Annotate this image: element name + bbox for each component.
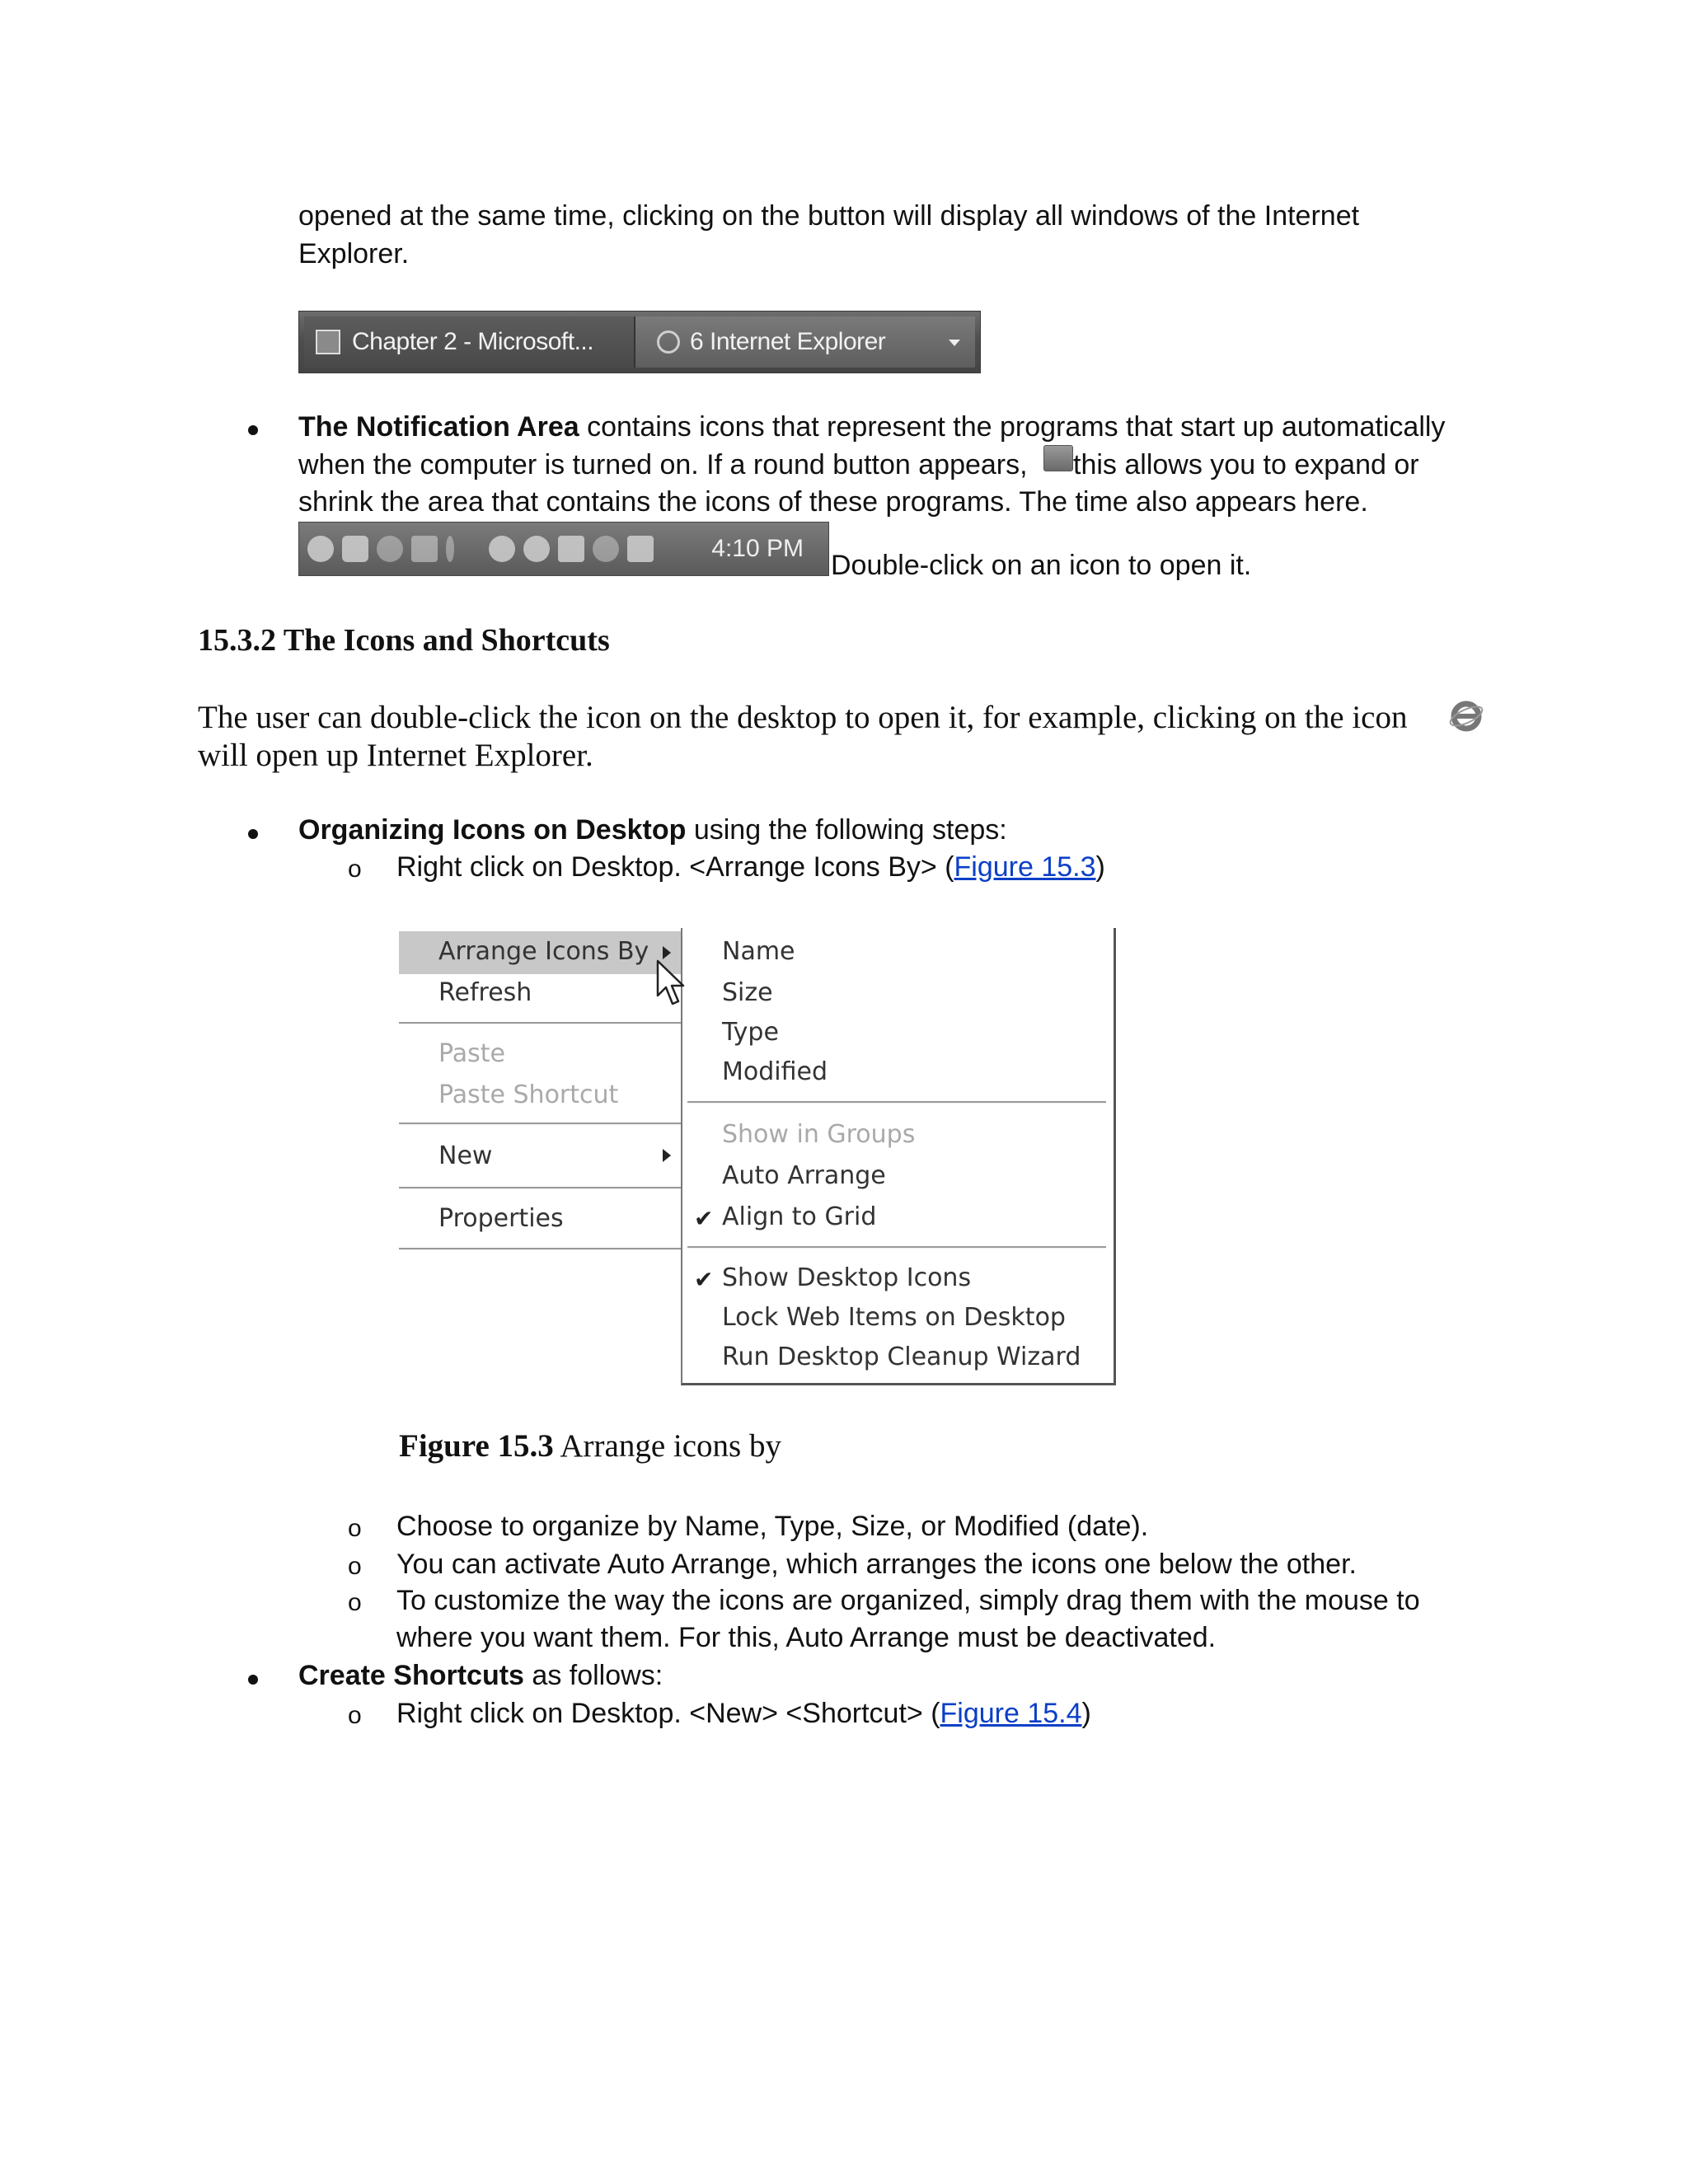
organizing-step1 bbox=[396, 849, 1105, 886]
figure-label: Figure 15.3 bbox=[399, 1428, 554, 1464]
internet-explorer-icon bbox=[1449, 699, 1484, 732]
notification-line1-rest: contains icons that represent the programs that start up automatically bbox=[579, 411, 1446, 443]
word-document-icon bbox=[316, 330, 340, 354]
menu-item-paste: Paste bbox=[438, 1039, 505, 1068]
tray-app-icon bbox=[558, 536, 584, 562]
sub-bullet-icon: o bbox=[348, 1515, 362, 1542]
mouse-pointer-icon bbox=[656, 959, 686, 1009]
shortcuts-line bbox=[298, 1657, 663, 1694]
tray-clock: 4:10 PM bbox=[711, 535, 804, 562]
tray-app-icon bbox=[489, 536, 515, 562]
submenu-item-type[interactable]: Type bbox=[722, 1018, 779, 1047]
organizing-rest: using the following steps: bbox=[686, 814, 1007, 846]
menu-separator bbox=[399, 1122, 681, 1125]
menu-item-paste-shortcut: Paste Shortcut bbox=[438, 1080, 619, 1109]
menu-bottom-edge bbox=[399, 1248, 681, 1250]
shield-icon bbox=[342, 536, 368, 562]
paragraph-continuation-line1: opened at the same time, clicking on the button will display all windows of the Internet bbox=[298, 200, 1360, 232]
tray-app-icon bbox=[523, 536, 550, 562]
shortcuts-rest: as follows: bbox=[523, 1660, 663, 1691]
notification-term: The Notification Area bbox=[298, 411, 579, 443]
submenu-arrow-icon bbox=[663, 946, 671, 959]
network-icon bbox=[411, 536, 438, 562]
expand-arrow-icon bbox=[307, 536, 334, 562]
submenu-item-desktop-cleanup-wizard[interactable]: Run Desktop Cleanup Wizard bbox=[722, 1343, 1081, 1371]
organizing-term: Organizing Icons on Desktop bbox=[298, 814, 687, 846]
section-paragraph-line2: will open up Internet Explorer. bbox=[198, 738, 593, 773]
sub-bullet-icon: o bbox=[348, 1553, 362, 1580]
notification-line2b: this allows you to expand or bbox=[1073, 449, 1419, 480]
organizing-step1-text: Right click on Desktop. <Arrange Icons By> ( bbox=[396, 851, 954, 883]
sub-bullet-icon: o bbox=[348, 855, 362, 883]
notification-line3: shrink the area that contains the icons of these programs. The time also appears here. bbox=[298, 486, 1368, 518]
figure-caption bbox=[399, 1426, 781, 1467]
notification-after-image: Double-click on an icon to open it. bbox=[831, 550, 1252, 581]
tray-app-icon bbox=[627, 536, 654, 562]
taskbar-screenshot bbox=[298, 311, 981, 373]
figure-15-3-link[interactable]: Figure 15.3 bbox=[954, 851, 1096, 883]
desktop-context-menu bbox=[399, 928, 681, 1258]
notification-tray-screenshot bbox=[298, 522, 829, 576]
submenu-item-size[interactable]: Size bbox=[722, 978, 773, 1007]
notification-line2a: when the computer is turned on. If a round button appears, bbox=[298, 449, 1028, 480]
bullet-icon bbox=[248, 425, 258, 435]
menu-separator bbox=[399, 1187, 681, 1189]
taskbar-button-ie-group bbox=[635, 316, 975, 368]
tray-app-icon bbox=[377, 536, 403, 562]
menu-item-properties[interactable]: Properties bbox=[438, 1204, 564, 1233]
shortcuts-step1-close: ) bbox=[1081, 1698, 1091, 1729]
internet-explorer-icon bbox=[657, 330, 680, 354]
shortcuts-term: Create Shortcuts bbox=[298, 1660, 524, 1691]
section-paragraph-line1: The user can double-click the icon on the desktop to open it, for example, clicking on the icon bbox=[198, 700, 1408, 735]
section-heading: 15.3.2 The Icons and Shortcuts bbox=[198, 623, 610, 658]
submenu-item-show-desktop-icons[interactable]: Show Desktop Icons bbox=[722, 1263, 972, 1292]
volume-icon bbox=[446, 536, 454, 562]
sub-bullet-customize-line1: To customize the way the icons are organized, simply drag them with the mouse to bbox=[396, 1585, 1420, 1616]
submenu-item-align-to-grid[interactable]: Align to Grid bbox=[722, 1202, 877, 1231]
submenu-item-auto-arrange[interactable]: Auto Arrange bbox=[722, 1161, 886, 1190]
sub-bullet-organize-by: Choose to organize by Name, Type, Size, or Modified (date). bbox=[396, 1511, 1149, 1542]
shortcuts-step1 bbox=[396, 1695, 1091, 1732]
taskbar-button-word-label: Chapter 2 - Microsoft... bbox=[352, 328, 594, 355]
sub-bullet-icon: o bbox=[348, 1702, 362, 1729]
submenu-item-name[interactable]: Name bbox=[722, 937, 795, 966]
submenu-item-lock-web-items[interactable]: Lock Web Items on Desktop bbox=[722, 1303, 1066, 1332]
sub-bullet-auto-arrange: You can activate Auto Arrange, which arranges the icons one below the other. bbox=[396, 1549, 1357, 1580]
sub-bullet-customize-line2: where you want them. For this, Auto Arrange must be deactivated. bbox=[396, 1622, 1217, 1653]
expand-tray-button-icon bbox=[1043, 445, 1073, 471]
menu-item-refresh[interactable]: Refresh bbox=[438, 978, 532, 1007]
notification-line1 bbox=[298, 409, 1445, 446]
tray-app-icon bbox=[593, 536, 619, 562]
menu-separator bbox=[687, 1101, 1106, 1104]
checkmark-icon: ✔ bbox=[694, 1266, 714, 1293]
menu-item-arrange-icons-by[interactable]: Arrange Icons By bbox=[438, 937, 649, 966]
bullet-icon bbox=[248, 1675, 258, 1685]
dropdown-arrow-icon bbox=[949, 340, 960, 346]
menu-item-new[interactable]: New bbox=[438, 1141, 493, 1170]
submenu-item-show-in-groups: Show in Groups bbox=[722, 1120, 916, 1149]
taskbar-button-ie-label: 6 Internet Explorer bbox=[690, 328, 886, 355]
checkmark-icon: ✔ bbox=[694, 1205, 714, 1232]
sub-bullet-icon: o bbox=[348, 1589, 362, 1616]
taskbar-button-word bbox=[304, 316, 635, 368]
figure-15-4-link[interactable]: Figure 15.4 bbox=[940, 1698, 1082, 1729]
shortcuts-step1-text: Right click on Desktop. <New> <Shortcut> ( bbox=[396, 1698, 940, 1729]
menu-separator bbox=[399, 1022, 681, 1024]
menu-separator bbox=[687, 1246, 1106, 1249]
submenu-arrow-icon bbox=[663, 1149, 671, 1162]
submenu-item-modified[interactable]: Modified bbox=[722, 1057, 828, 1086]
paragraph-continuation-line2: Explorer. bbox=[298, 238, 410, 269]
organizing-line bbox=[298, 812, 1007, 849]
arrange-icons-submenu bbox=[681, 928, 1116, 1385]
bullet-icon bbox=[248, 829, 258, 839]
organizing-step1-close: ) bbox=[1095, 851, 1105, 883]
figure-caption-text: Arrange icons by bbox=[553, 1428, 781, 1464]
